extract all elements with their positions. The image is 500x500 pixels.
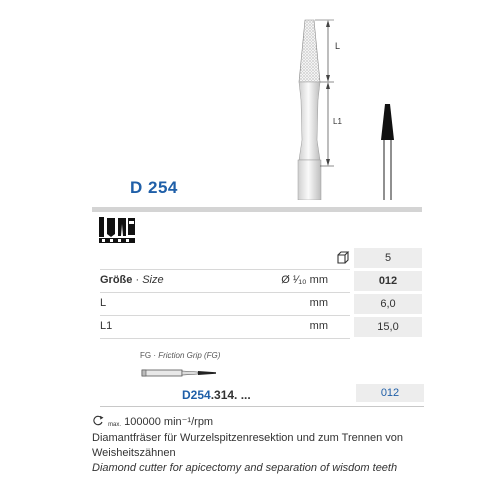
speed-info: max. 100000 min⁻¹/rpm: [92, 415, 213, 428]
size-label: Größe · Size: [100, 274, 164, 286]
row-divider: [100, 338, 350, 339]
shank-type-label: FG · Friction Grip (FG): [140, 351, 221, 360]
order-size-value: 012: [356, 384, 424, 402]
order-number: D254.314. ...: [182, 388, 251, 402]
size-value: 012: [354, 271, 422, 291]
bur-neck: [299, 82, 320, 160]
row-divider: [100, 269, 350, 270]
bur-technical-drawing: [0, 0, 500, 200]
total-length-label: L1: [100, 320, 113, 332]
diamond-head: [299, 20, 320, 82]
table-row: [92, 294, 422, 314]
package-quantity: 5: [354, 248, 422, 268]
dim-label-l1: L1: [333, 117, 342, 126]
product-code: D 254: [130, 178, 178, 197]
table-row: [92, 317, 422, 337]
bur-silhouette-head: [381, 104, 394, 140]
length-label: L: [100, 297, 107, 309]
order-divider: [100, 406, 424, 407]
header-band: [92, 207, 422, 212]
table-row: [92, 271, 422, 291]
bur-shank: [298, 160, 321, 200]
length-value: 6,0: [354, 294, 422, 314]
description-de: Diamantfräser für Wurzelspitzenresektion und zum Trennen von Weisheitszähnen: [92, 432, 403, 459]
total-length-unit: mm: [309, 320, 328, 332]
row-divider: [100, 292, 350, 293]
fg-bur-icon: [140, 366, 220, 380]
table-row: [92, 248, 422, 268]
row-divider: [100, 315, 350, 316]
total-length-value: 15,0: [354, 317, 422, 337]
description-en: Diamond cutter for apicectomy and separation of wisdom teeth: [92, 462, 398, 474]
package-icon: [336, 251, 350, 264]
length-unit: mm: [309, 297, 328, 309]
speed-icon: [92, 415, 105, 426]
shape-legend-icon: [98, 216, 136, 244]
size-unit: Ø ¹⁄₁₀ mm: [281, 274, 328, 286]
dim-label-l: L: [335, 41, 341, 51]
